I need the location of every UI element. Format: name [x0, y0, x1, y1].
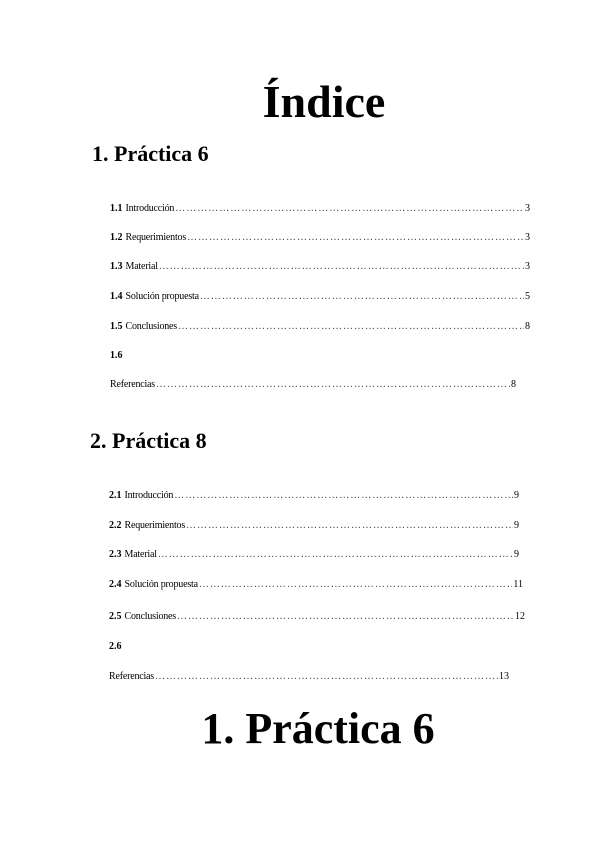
dot-leader [159, 260, 524, 274]
toc-entry-label: Requerimientos [125, 232, 187, 243]
toc-entry-page: 9 [514, 490, 519, 501]
toc-entry-label: Introducción [125, 203, 175, 214]
toc-entry-page: 3 [525, 203, 530, 214]
section-heading-practica-6: 1. Práctica 6 [92, 141, 209, 166]
toc-entry-page: 3 [525, 232, 530, 243]
dot-leader [175, 202, 524, 216]
toc-entry-number: 1.1 [110, 203, 123, 214]
toc-entry-number: 2.3 [109, 549, 122, 560]
dot-leader [178, 320, 524, 334]
toc-entry-number: 1.2 [110, 232, 123, 243]
dot-leader [156, 378, 510, 392]
toc-entry-label: Referencias [109, 671, 154, 682]
dot-leader [174, 489, 513, 503]
toc-entry-number: 1.6 [110, 350, 123, 361]
toc-entry-label: Material [125, 261, 158, 272]
dot-leader [187, 231, 524, 245]
toc-entry-number: 1.5 [110, 321, 123, 332]
toc-entry-label: Material [124, 549, 157, 560]
toc-entry-number: 2.2 [109, 520, 122, 531]
toc-entry[interactable] [110, 202, 530, 216]
toc-entry-label: Solución propuesta [125, 291, 199, 302]
toc-entry-number: 1.4 [110, 291, 123, 302]
toc-entry-number: 2.6 [109, 641, 122, 652]
toc-entry[interactable] [110, 231, 530, 245]
dot-leader [186, 519, 513, 533]
toc-entry[interactable] [110, 260, 530, 274]
toc-entry[interactable] [109, 578, 523, 592]
toc-entry-page: 5 [525, 291, 530, 302]
toc-entry-page: 13 [499, 671, 509, 682]
toc-entry-number: 2.4 [109, 579, 122, 590]
toc-entry-page: 3 [525, 261, 530, 272]
toc-entry[interactable] [109, 519, 519, 533]
page-title: Índice [262, 76, 386, 127]
toc-entry-label: Conclusiones [124, 611, 176, 622]
toc-entry-page: 8 [511, 379, 516, 390]
toc-entry-page: 9 [514, 549, 519, 560]
toc-entry-label: Introducción [124, 490, 174, 501]
toc-entry-number: 2.1 [109, 490, 122, 501]
section-heading-practica-8: 2. Práctica 8 [90, 428, 207, 453]
dot-leader [158, 548, 513, 562]
toc-entry-label: Conclusiones [125, 321, 177, 332]
toc-entry[interactable] [110, 290, 530, 304]
toc-entry-number: 1.3 [110, 261, 123, 272]
toc-entry[interactable] [110, 378, 516, 392]
toc-entry[interactable] [109, 670, 509, 684]
chapter-heading: 1. Práctica 6 [201, 704, 435, 753]
dot-leader [177, 610, 514, 624]
dot-leader [155, 670, 498, 684]
toc-entry-page: 11 [513, 579, 523, 590]
toc-entry-page: 12 [515, 611, 525, 622]
toc-entry[interactable] [109, 610, 525, 624]
toc-entry-page: 8 [525, 321, 530, 332]
dot-leader [199, 578, 513, 592]
toc-entry-label: Referencias [110, 379, 155, 390]
toc-entry-label: Solución propuesta [124, 579, 198, 590]
dot-leader [200, 290, 524, 304]
toc-entry-page: 9 [514, 520, 519, 531]
toc-entry[interactable] [110, 320, 530, 334]
toc-entry-label: Requerimientos [124, 520, 186, 531]
toc-entry[interactable] [109, 548, 519, 562]
toc-entry-number: 2.5 [109, 611, 122, 622]
toc-entry[interactable] [109, 489, 519, 503]
